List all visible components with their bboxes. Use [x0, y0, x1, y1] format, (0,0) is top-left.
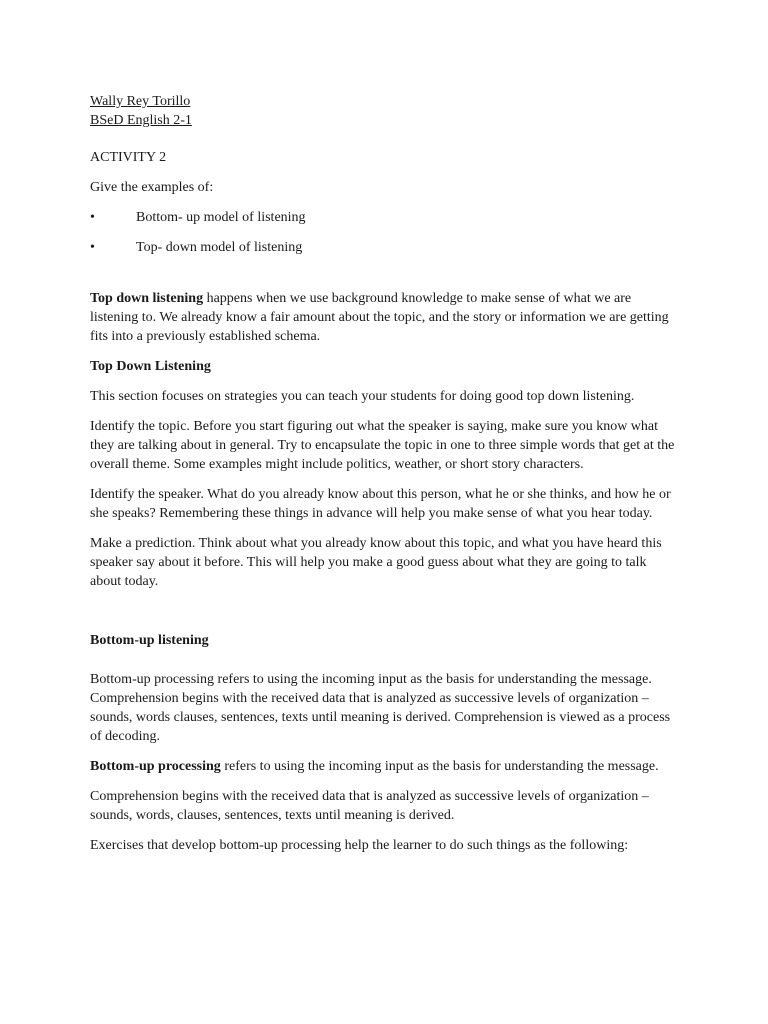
bullet-text: Top- down model of listening — [136, 240, 303, 255]
top-down-intro-term: Top down listening — [90, 291, 204, 306]
bottom-up-heading: Bottom-up listening — [90, 633, 209, 648]
course-section: BSeD English 2-1 — [90, 113, 192, 128]
top-down-paragraph: Make a prediction. Think about what you already know about this topic, and what you have heard this speaker say about it before. This will help you make a good guess about what they are going to talk about today. — [90, 536, 662, 589]
bottom-up-paragraph: Comprehension begins with the received data that is analyzed as successive levels of organization – sounds, words, clauses, sentences, texts until meaning is derived. — [90, 789, 649, 823]
bottom-up-term: Bottom-up processing — [90, 759, 221, 774]
top-down-paragraph: Identify the speaker. What do you already know about this person, what he or she thinks, and how he or she speaks? Remembering these things in advance will help you make sense of what you hear today. — [90, 487, 671, 521]
bottom-up-paragraph: Exercises that develop bottom-up processing help the learner to do such things as the following: — [90, 838, 629, 853]
top-down-paragraph: This section focuses on strategies you can teach your students for doing good top down listening. — [90, 389, 635, 404]
top-down-paragraph: Identify the topic. Before you start figuring out what the speaker is saying, make sure you know what they are talking about in general. Try to encapsulate the topic in one to three simple words that get at the overall theme. Some examples might include politics, weather, or short story characters. — [90, 419, 675, 472]
bottom-up-paragraph: Bottom-up processing refers to using the incoming input as the basis for understanding the message. — [90, 759, 659, 774]
bullet-text: Bottom- up model of listening — [136, 210, 306, 225]
bullet-item — [90, 238, 680, 257]
bullet-item — [90, 208, 680, 227]
top-down-heading: Top Down Listening — [90, 359, 211, 374]
bottom-up-paragraph: Bottom-up processing refers to using the incoming input as the basis for understanding the message. Comprehension begins with the received data that is analyzed as successive levels of organization – sounds, words clauses, sentences, texts until meaning is derived. Comprehension is viewed as a process of decoding. — [90, 672, 671, 744]
bullet-icon: • — [90, 240, 95, 255]
author-name: Wally Rey Torillo — [90, 94, 191, 109]
document-body — [90, 92, 680, 855]
activity-instruction: Give the examples of: — [90, 180, 214, 195]
top-down-intro-text: happens when we use background knowledge to make sense of what we are listening to. We already know a fair amount about the topic, and the story or information we are getting fits into a previously established schema. — [90, 291, 669, 344]
activity-title: ACTIVITY 2 — [90, 150, 167, 165]
top-down-intro — [90, 289, 680, 346]
bullet-icon: • — [90, 210, 95, 225]
